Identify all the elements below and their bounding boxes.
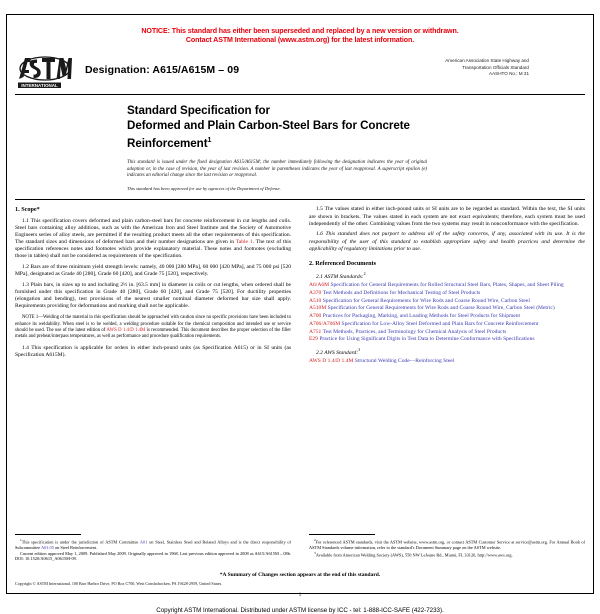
title-footnote-marker: 1	[207, 136, 212, 144]
p11-part-b: . The text of this specification references notes and footnotes which provide explanatory material. These notes and footnotes (excluding those in tables) shall not be considered as requirements of the specification.	[15, 239, 291, 260]
aws-subhead-text: 2.2 AWS Standard:	[316, 349, 359, 356]
reference-id[interactable]: AWS D 1.4/D 1.4M	[309, 357, 354, 364]
reference-description[interactable]: Specification for Low-Alloy Steel Deformed and Plain Bars for Concrete Reinforcement	[341, 320, 539, 327]
list-item[interactable]	[309, 290, 585, 297]
paragraph-1-1	[15, 218, 291, 261]
footnote-edition: Current edition approved May 1, 2009. Published May 2009. Originally approved in 1968. Last previous edition approved in 2008 as A615/A615M – 08b. DOI: 10.1520/A0615_A0615M-09.	[15, 550, 291, 562]
page-title	[127, 104, 585, 151]
list-item[interactable]	[309, 321, 585, 328]
svg-text:INTERNATIONAL: INTERNATIONAL	[21, 83, 58, 89]
designation-label: Designation: A615/A615M – 09	[85, 64, 240, 77]
aashto-line-2: Transportation Officials Standard	[462, 64, 529, 70]
footnote-1-marker: 1	[20, 537, 22, 542]
footnote-1	[15, 538, 291, 551]
aws-subhead-footnote: 3	[358, 347, 361, 352]
table-1-link[interactable]: Table 1	[235, 239, 253, 246]
boilerplate-issued: This standard is issued under the fixed designation A615/A615M; the number immediately following the designation indicates the year of original adoption or, in the case of revision, the year of last revision. A number in parentheses indicates the year of last reapproval. A superscript epsilon (e) indicates an editorial change since the last revision or reapproval.	[127, 160, 427, 179]
aws-reference-list	[309, 358, 585, 365]
copyright-line: Copyright © ASTM International, 100 Barr Harbor Drive, PO Box C700, West Conshohocken, PA 19428-2959, United States.	[15, 580, 223, 586]
reference-description[interactable]: Specification for General Requirements for Wire Rods and Coarse Round Wire, Carbon Steel (Metric)	[327, 305, 555, 312]
summary-of-changes-note: *A Summary of Changes section appears at the end of this standard.	[219, 571, 381, 578]
boilerplate-dod: This standard has been approved for use by agencies of the Department of Defense.	[127, 185, 281, 191]
astm-subhead-footnote: 2	[363, 272, 366, 277]
title-block	[15, 95, 585, 151]
footnote-rule	[15, 534, 81, 535]
paragraph-1-4: 1.4 This specification is applicable for orders in either inch-pound units (as Specification A615) or in SI units (as Specification A615M).	[15, 344, 291, 358]
reference-description[interactable]: Specification for General Requirements for Wire Rods and Coarse Round Wire, Carbon Steel	[322, 297, 530, 304]
body-divider	[15, 199, 585, 200]
body-columns	[15, 206, 585, 528]
paragraph-1-5: 1.5 The values stated in either inch-pound units or SI units are to be regarded as standard. Within the text, the SI units are shown in brackets. The values stated in each system are not exact equivalents; therefore, each system must be used independently of the other. Combining values from the two systems may result in nonconformance with the specification.	[309, 206, 585, 227]
footnote-2-marker: 2	[314, 537, 316, 542]
supersession-notice	[15, 27, 585, 45]
footnote-column-right	[300, 534, 585, 561]
astm-logo-icon	[17, 55, 73, 89]
aws-d14-link[interactable]: AWS D 1.4/D 1.4M	[106, 327, 146, 333]
notice-line-1: NOTICE: This standard has either been superseded and replaced by a new version or withdrawn.	[141, 27, 459, 35]
reference-description[interactable]: Structural Welding Code—Reinforcing Steel	[354, 357, 455, 364]
paragraph-1-3: 1.3 Plain bars, in sizes up to and including 2½ in. [63.5 mm] in diameter in coils or cut lengths, when ordered shall be furnished under this specification in Grade 40 [280], Grade 60 [420], and Grade 75 [520]. For ductility properties (elongation and bending), test provisions of the nearest smaller nominal diameter deformed bar size shall apply. Requirements providing for deformations and marking shall not be applicable.	[15, 281, 291, 310]
aws-standards-subheading	[309, 347, 585, 357]
standard-boilerplate	[127, 160, 427, 192]
note-1	[15, 315, 291, 339]
reference-id[interactable]: A370	[309, 289, 322, 296]
footnote-rule	[309, 534, 375, 535]
reference-description[interactable]: Practices for Packaging, Marking, and Loading Methods for Steel Products for Shipment	[322, 313, 521, 320]
footnote-column-left	[15, 534, 300, 561]
paragraph-1-2: 1.2 Bars are of three minimum yield strength levels: namely, 40 000 [280 MPa], 60 000 [420 MPa], and 75 000 psi [520 MPa], designated as Grade 40 [280], Grade 60 [420], and Grade 75 [520], respectively.	[15, 264, 291, 278]
note-1-label: NOTE 1	[22, 315, 39, 321]
title-line-1: Standard Specification for	[127, 104, 270, 118]
footnote-1-b: on Steel, Stainless Steel and Related Alloys and is the direct responsibility of Subcommittee	[15, 539, 291, 550]
footnote-3-marker: 3	[314, 550, 316, 555]
reference-description[interactable]: Test Methods, Practices, and Terminology for Chemical Analysis of Steel Products	[322, 328, 507, 335]
title-line-2: Deformed and Plain Carbon-Steel Bars for Concrete	[127, 119, 410, 132]
left-column	[15, 206, 300, 528]
subcommittee-a0105-link[interactable]: A01.05	[40, 544, 54, 550]
astm-standards-subheading	[309, 271, 585, 281]
masthead	[15, 53, 585, 93]
referenced-documents-heading: 2. Referenced Documents	[309, 259, 377, 267]
aashto-line-3: AASHTO No.: M 31	[489, 70, 529, 76]
footnote-1-c: on Steel Reinforcement.	[53, 544, 98, 550]
p11-part-a: 1.1 This specification covers deformed and plain carbon-steel bars for concrete reinforcement in cut lengths and coils. Steel bars containing alloy additions, such as with the American Iron and Steel Institute and the Society of Automotive Engineers series of alloy steels, are permitted if the resulting product meets all the other requirements of this specification. The standard sizes and dimensions of deformed bars and their number designations are given in	[15, 217, 291, 246]
reference-id[interactable]: A510M	[309, 305, 327, 312]
list-item[interactable]	[309, 358, 585, 365]
scope-heading: 1. Scope*	[15, 206, 40, 214]
note-1-part-a: —Welding of the material in this specification should be approached with caution since no specific provisions have been included to enhance its weldability. When steel is to be welded, a welding procedure suitable for the chemical composition and intended use or service should be used. The use of the latest edition of	[15, 315, 291, 333]
list-item[interactable]	[309, 336, 585, 343]
aashto-block	[445, 58, 529, 77]
footnote-2	[309, 538, 585, 551]
page-sheet	[6, 14, 594, 614]
astm-subhead-text: 2.1 ASTM Standards:	[316, 273, 364, 280]
footnote-2-text: For referenced ASTM standards, visit the ASTM website, www.astm.org, or contact ASTM Customer Service at service@astm.org. For Annual Book of ASTM Standards volume information, refer to the standard's Document Summary page on the ASTM website.	[309, 539, 585, 550]
footnote-3-text: Available from American Welding Society (AWS), 550 NW LeJeune Rd., Miami, FL 33126, http://www.aws.org.	[315, 551, 513, 557]
footnote-3	[309, 551, 585, 558]
title-line-3: Reinforcement	[127, 136, 208, 150]
list-item[interactable]	[309, 313, 585, 320]
reference-id[interactable]: A510	[309, 297, 322, 304]
reference-id[interactable]: A700	[309, 313, 322, 320]
reference-id[interactable]: A706/A706M	[309, 320, 341, 327]
page-number: 1	[298, 592, 302, 598]
aashto-line-1: American Association State Highway and	[445, 58, 529, 64]
list-item[interactable]	[309, 305, 585, 312]
footnote-1-a: This specification is under the jurisdiction of ASTM Committee	[21, 539, 140, 545]
paragraph-1-6: 1.6 This standard does not purport to address all of the safety concerns, if any, associated with its use. It is the responsibility of the user of this standard to establish appropriate safety and health practices and determine the applicability of regulatory limitations prior to use.	[309, 231, 585, 252]
reference-id[interactable]: E29	[309, 336, 318, 343]
list-item[interactable]	[309, 329, 585, 336]
list-item[interactable]	[309, 282, 585, 289]
reference-description[interactable]: Test Methods and Definitions for Mechanical Testing of Steel Products	[322, 289, 481, 296]
reference-description[interactable]: Practice for Using Significant Digits in Test Data to Determine Conformance with Specifications	[319, 336, 535, 343]
reference-description[interactable]: Specification for General Requirements for Rolled Structural Steel Bars, Plates, Shapes, and Sheet Piling	[330, 282, 564, 289]
astm-reference-list	[309, 282, 585, 343]
right-column	[300, 206, 585, 528]
reference-id[interactable]: A751	[309, 328, 322, 335]
list-item[interactable]	[309, 298, 585, 305]
footnote-area	[15, 534, 585, 561]
note-1-part-b: is recommended. This document describes the proper selection of the filler metals and preheat/interpass temperatures, as well as performance and procedure qualification requirements.	[15, 327, 291, 339]
distribution-notice: Copyright ASTM International. Distributed under ASTM license by ICC - tel: 1-888-ICC-SAFE (422-7233).	[156, 606, 444, 614]
committee-a01-link[interactable]: A01	[139, 539, 148, 545]
notice-line-2: Contact ASTM International (www.astm.org) for the latest information.	[185, 36, 415, 45]
reference-id[interactable]: A6/A6M	[309, 282, 330, 289]
